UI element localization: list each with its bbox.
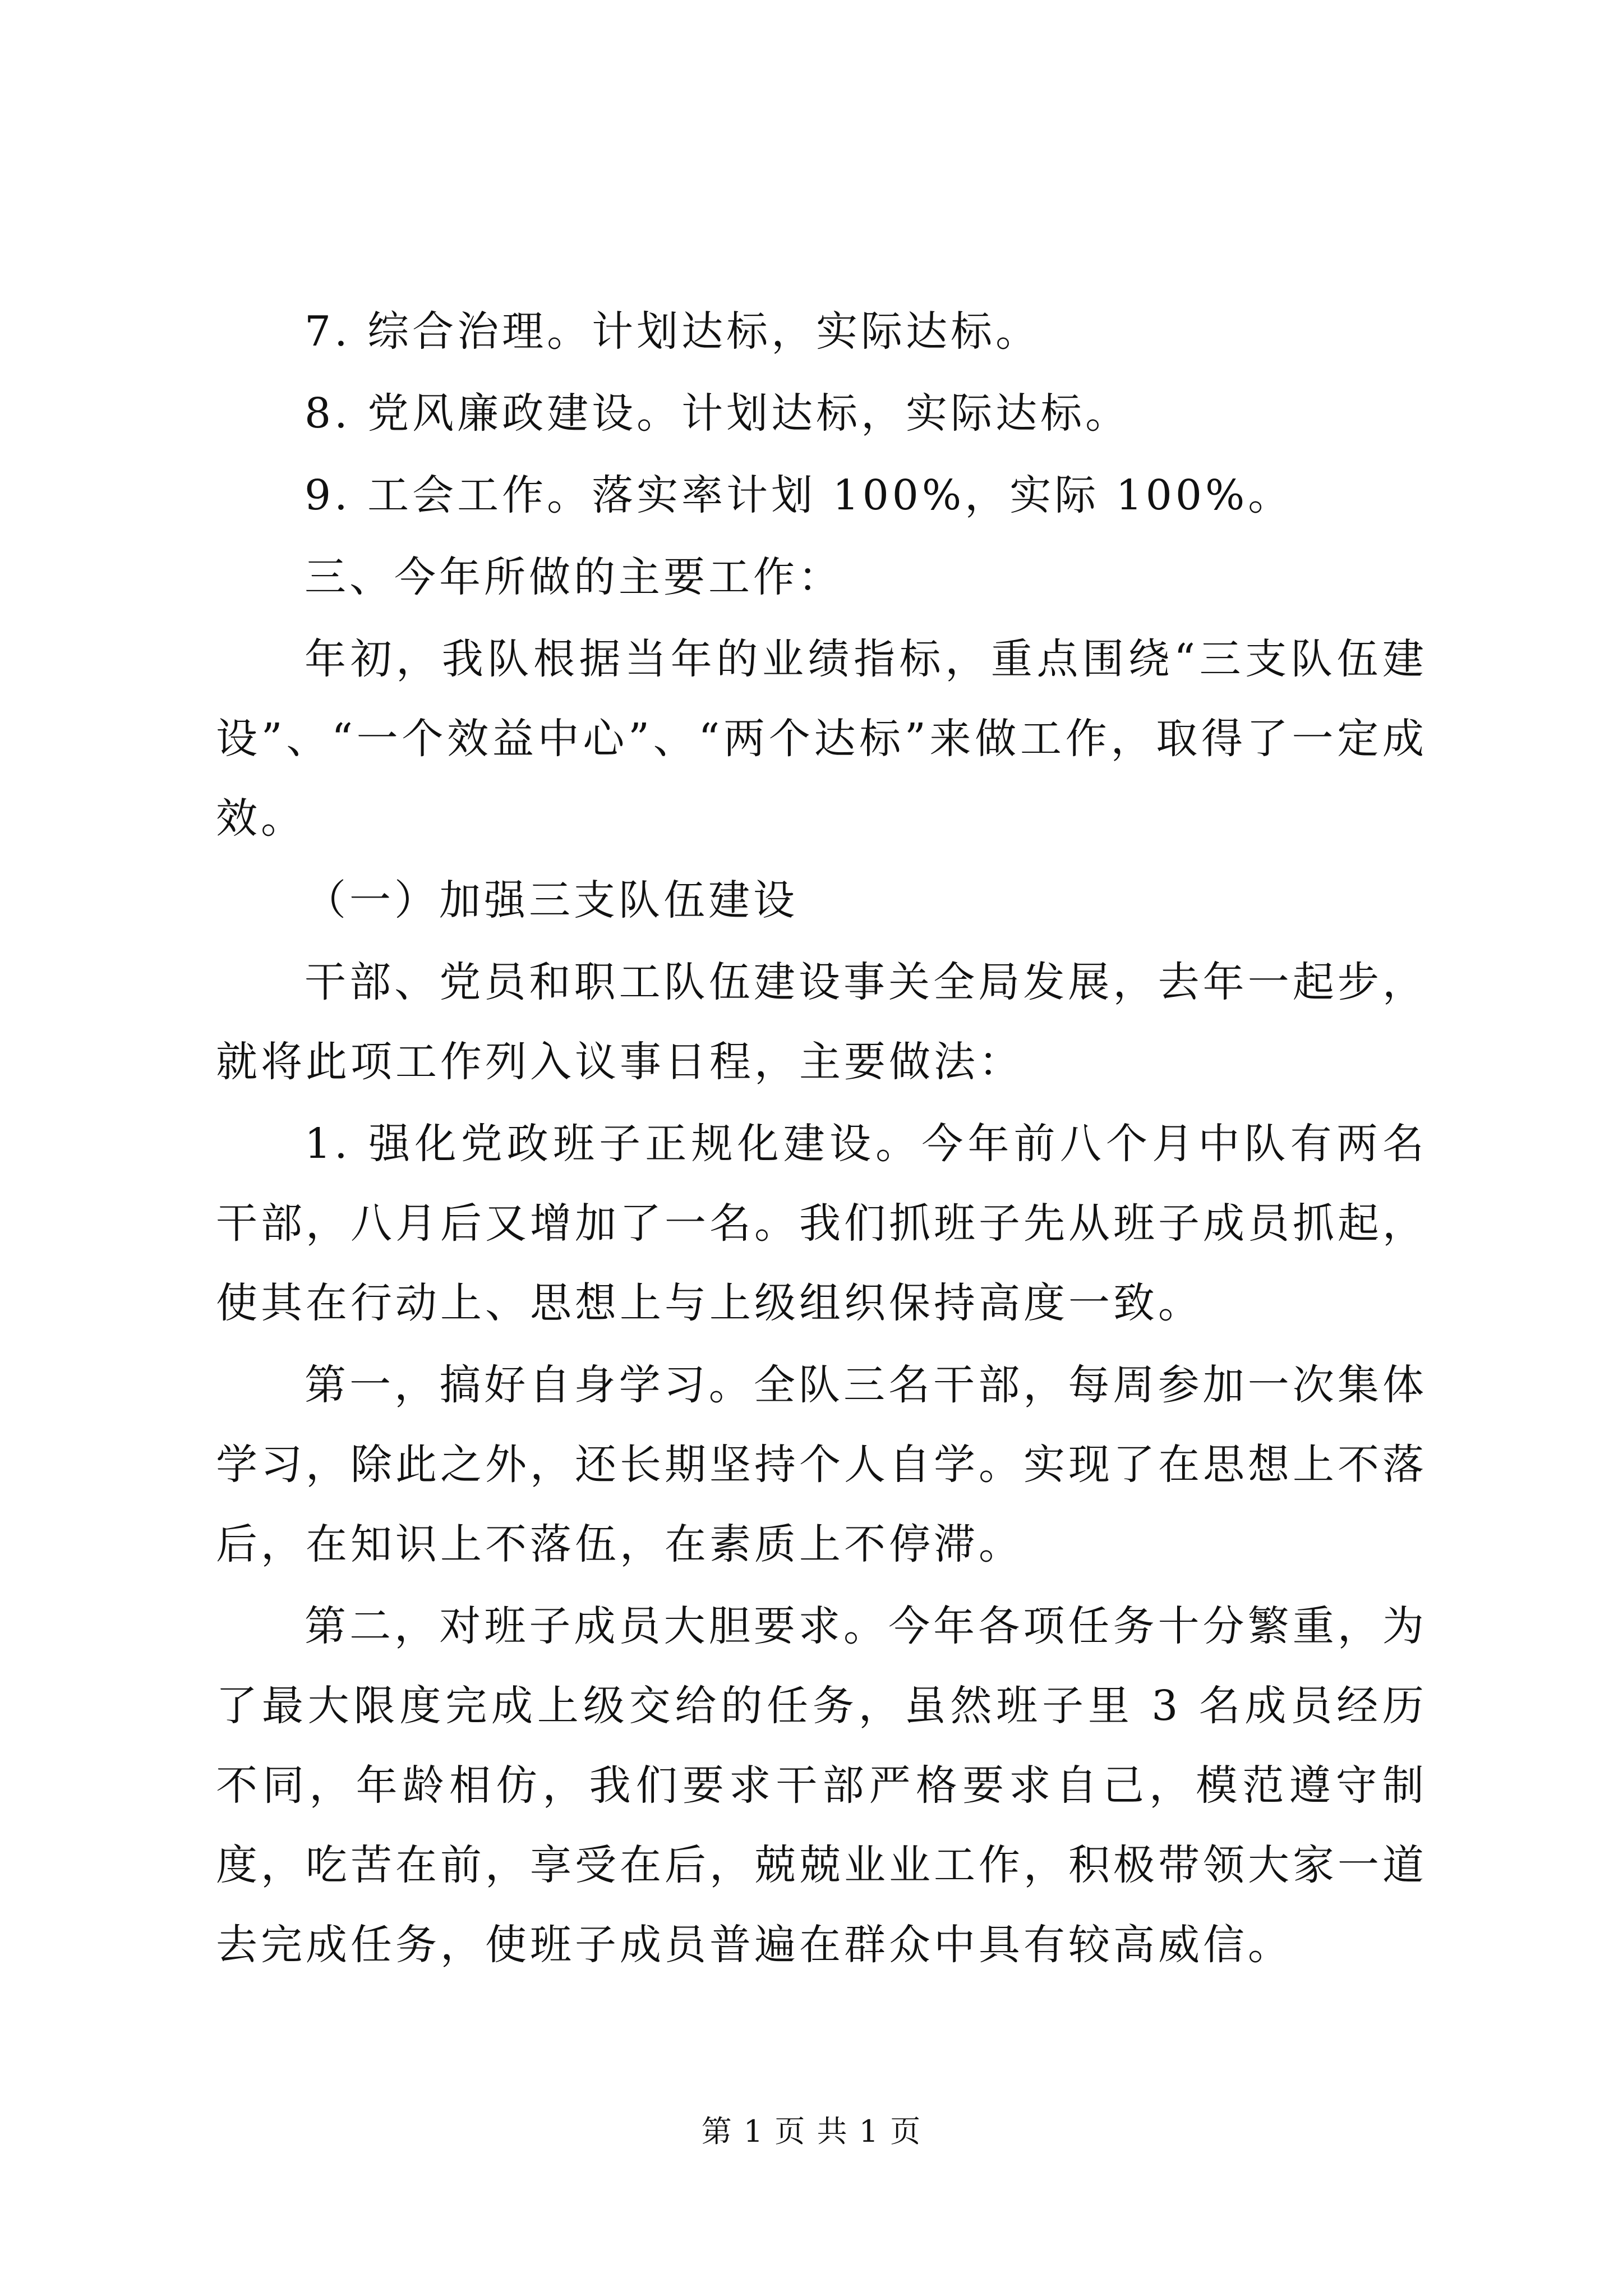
document-body	[216, 292, 1427, 1985]
paragraph-intro: 年初，我队根据当年的业绩指标，重点围绕“三支队伍建设”、“一个效益中心”、“两个达标”来做工作，取得了一定成效。	[216, 635, 1427, 843]
paragraph-team-building: 干部、党员和职工队伍建设事关全局发展，去年一起步，就将此项工作列入议事日程，主要做法：	[216, 958, 1427, 1086]
paragraph-second: 第二，对班子成员大胆要求。今年各项任务十分繁重，为了最大限度完成上级交给的任务，虽然班子里 3 名成员经历不同，年龄相仿，我们要求干部严格要求自己，模范遵守制度，吃苦在前，享受在后，兢兢业业工作，积极带领大家一道去完成任务，使班子成员普遍在群众中具有较高威信。	[216, 1602, 1427, 1969]
paragraph-item-9: 9. 工会工作。落实率计划 100%，实际 100%。	[305, 471, 1293, 519]
paragraph-item-8: 8. 党风廉政建设。计划达标，实际达标。	[305, 389, 1131, 438]
section-heading-main-work: 三、今年所做的主要工作：	[305, 553, 843, 601]
page-footer: 第 1 页 共 1 页	[701, 2114, 922, 2149]
paragraph-item-7: 7. 综合治理。计划达标，实际达标。	[305, 307, 1041, 356]
paragraph-item-1: 1. 强化党政班子正规化建设。今年前八个月中队有两名干部，八月后又增加了一名。我们抓班子先从班子成员抓起，使其在行动上、思想上与上级组织保持高度一致。	[216, 1120, 1427, 1327]
subsection-heading-1: （一）加强三支队伍建设	[305, 876, 798, 924]
paragraph-first: 第一，搞好自身学习。全队三名干部，每周参加一次集体学习，除此之外，还长期坚持个人自学。实现了在思想上不落后，在知识上不落伍，在素质上不停滞。	[216, 1361, 1427, 1568]
